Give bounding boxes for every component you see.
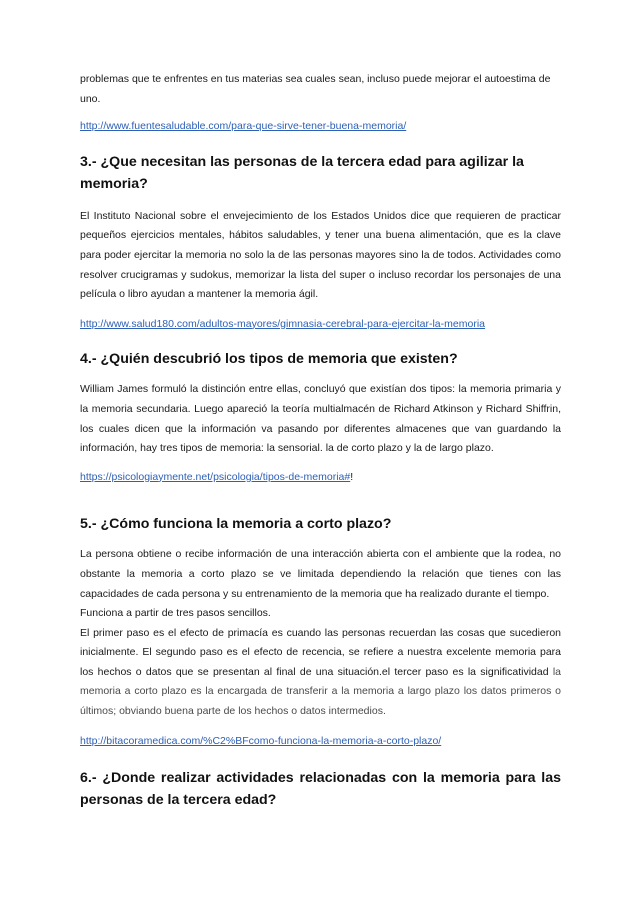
section-5-body-1: La persona obtiene o recibe información de una interacción abierta con el ambiente que la rodea, no obstante la memoria a corto plazo se ve limitada dependiendo la relación que tienes con las capacidades de cada persona y su entrenamiento de la memoria que ha realizado durante el tiempo.: [80, 548, 561, 600]
intro-paragraph: problemas que te enfrentes en tus materias sea cuales sean, incluso puede mejorar el autoestima de uno.: [80, 73, 551, 105]
section-3-body: El Instituto Nacional sobre el envejecimiento de los Estados Unidos dice que requieren de practicar pequeños ejercicios mentales, hábitos saludables, y tener una buena alimentación, que es la clave para poder ejercitar la memoria no solo la de las personas mayores sino la de todos. Actividades como resolver crucigramas y sudokus, memorizar la lista del super o incluso recordar los personajes de una película o libro ayudan a mantener la memoria ágil.: [80, 209, 561, 301]
source-link-2[interactable]: http://www.salud180.com/adultos-mayores/gimnasia-cerebral-para-ejercitar-la-memoria: [80, 317, 485, 330]
document-page: [80, 70, 561, 811]
section-3-heading: 3.- ¿Que necesitan las personas de la tercera edad para agilizar la memoria?: [80, 153, 524, 192]
source-link-3[interactable]: https://psicologiaymente.net/psicologia/tipos-de-memoria#: [80, 470, 351, 483]
section-6-heading: 6.- ¿Donde realizar actividades relacionadas con la memoria para las personas de la tercera edad?: [80, 770, 561, 809]
section-5-heading: 5.- ¿Cómo funciona la memoria a corto plazo?: [80, 516, 392, 533]
section-5-body-2: Funciona a partir de tres pasos sencillos.: [80, 607, 271, 620]
section-5-body-3: [80, 624, 561, 722]
section-4-body: William James formuló la distinción entre ellas, concluyó que existían dos tipos: la memoria primaria y la memoria secundaria. Luego apareció la teoría multialmacén de Richard Atkinson y Richard Shiffrin, los cuales dicen que la información va pasando por diferentes almacenes que van guardando la información, hay tres tipos de memoria: la sensorial. la de corto plazo y la de largo plazo.: [80, 383, 561, 455]
source-link-4[interactable]: http://bitacoramedica.com/%C2%BFcomo-funciona-la-memoria-a-corto-plazo/: [80, 734, 442, 747]
section-5-body-3b: la memoria a corto plazo es la encargada de transferir a la memoria a largo plazo los datos primeros o últimos; obviando buena parte de los hechos o datos intermedios.: [80, 665, 561, 718]
link-suffix: !: [350, 470, 354, 483]
section-4-heading: 4.- ¿Quién descubrió los tipos de memoria que existen?: [80, 351, 458, 368]
source-line-3: [80, 468, 561, 488]
section-5-body-3a: El primer paso es el efecto de primacía es cuando las personas recuerdan las cosas que sucedieron inicialmente. El segundo paso es el efecto de recencia, se refiere a nuestra excelente memoria para los hechos o datos que se presentan al final de una situación.el tercer paso es la significatividad: [80, 626, 561, 678]
source-link-1[interactable]: http://www.fuentesaludable.com/para-que-sirve-tener-buena-memoria/: [80, 120, 407, 133]
